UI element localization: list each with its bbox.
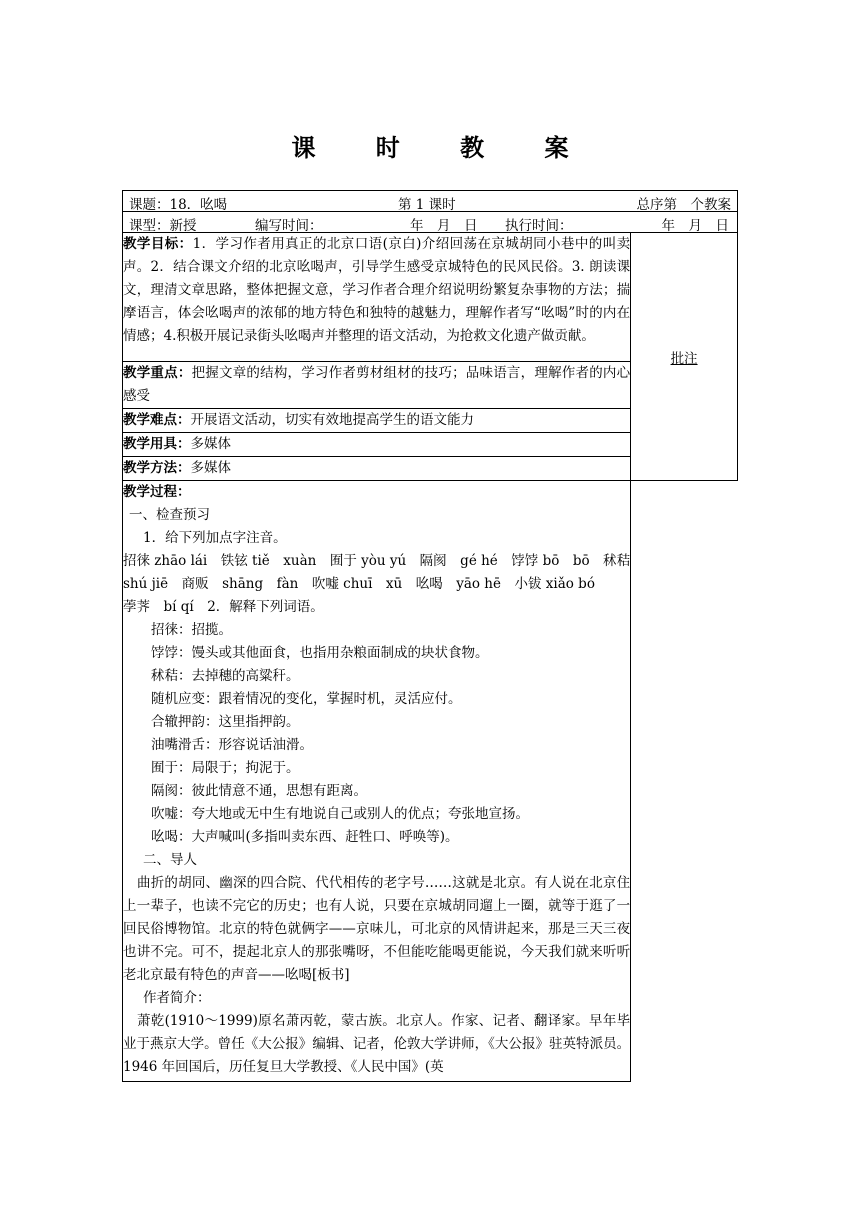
process-label: 教学过程： — [123, 484, 191, 500]
process-row — [123, 481, 738, 1082]
lesson-number: 第 1 课时 — [398, 197, 456, 213]
task-pinyin-heading: 1．给下列加点字注音。 — [143, 530, 287, 546]
section-intro-heading: 二、导人 — [143, 852, 197, 868]
header-row-1 — [123, 191, 738, 212]
key-points-label: 教学重点： — [123, 365, 192, 381]
pinyin-line: 荸荠 bí qí 2．解释下列词语。 — [123, 599, 324, 615]
lesson-plan-table — [122, 190, 738, 1082]
side-note-label: 批注 — [670, 350, 698, 367]
tools-text: 多媒体 — [190, 436, 231, 452]
word-definition: 合辙押韵：这里指押韵。 — [151, 714, 300, 730]
goals-text: 1．学习作者用真正的北京口语(京白)介绍回荡在京城胡同小巷中的叫卖声。2．结合课文介绍的北京吆喝声，引导学生感受京城特色的民风民俗。3. 朗读课文，理清文章思路，整体把握文意，学习作者合理介绍说明纷繁复杂事物的方法；揣摩语言，体会吆喝声的浓郁的地方特色和独特的越魅力，理解作者写“吆喝”时的内在情感；4.积极开展记录街头吆喝声并整理的语文活动，为抢救文化遗产做贡献。 — [123, 236, 631, 344]
word-definition: 饽饽：馒头或其他面食，也指用杂粮面制成的块状食物。 — [151, 645, 489, 661]
word-definition: 秫秸：去掉穗的高粱秆。 — [151, 668, 300, 684]
page-title: 课 时 教 案 — [291, 133, 595, 162]
exec-time-label: 执行时间： — [505, 218, 573, 234]
word-definition: 随机应变：跟着情况的变化，掌握时机，灵活应付。 — [151, 691, 462, 707]
exec-date: 年 月 日 — [661, 218, 729, 234]
word-definition: 隔阂：彼此情意不通，思想有距离。 — [151, 783, 367, 799]
serial-number: 总序第 个教案 — [636, 197, 731, 213]
difficulties-text: 开展语文活动，切实有效地提高学生的语文能力 — [190, 412, 474, 428]
methods-text: 多媒体 — [190, 460, 231, 476]
header-row-2 — [123, 212, 738, 233]
annotation-column — [631, 233, 738, 481]
intro-paragraph: 曲折的胡同、幽深的四合院、代代相传的老字号……这就是北京。有人说在北京住上一辈子，也读不完它的历史；也有人说，只要在京城胡同遛上一圈，就等于逛了一回民俗博物馆。北京的特色就俩字——京味儿，可北京的风情讲起来，那是三天三夜也讲不完。可不，提起北京人的那张嘴呀，不但能吃能喝更能说，今天我们就来听听老北京最有特色的声音——吆喝[板书] — [123, 875, 631, 983]
section-preview-heading: 一、检查预习 — [129, 507, 210, 523]
written-time-label: 编写时间： — [255, 218, 323, 234]
author-paragraph: 萧乾(1910～1999)原名萧丙乾，蒙古族。北京人。作家、记者、翻译家。早年毕业于燕京大学。曾任《大公报》编辑、记者，伦敦大学讲师，《大公报》驻英特派员。1946 年回国后，历任复旦大学教授、《人民中国》(英 — [123, 1013, 631, 1075]
author-heading: 作者简介： — [143, 990, 211, 1006]
word-definition: 囿于：局限于；拘泥于。 — [151, 760, 300, 776]
topic-label: 课题：18．吆喝 — [129, 197, 228, 213]
word-definition: 招徕：招揽。 — [151, 622, 232, 638]
lesson-type: 课型：新授 — [129, 218, 197, 234]
difficulties-label: 教学难点： — [123, 412, 191, 428]
goals-label: 教学目标： — [123, 236, 193, 252]
goals-row — [123, 233, 738, 362]
pinyin-line: shú jiē 商贩 shāng fàn 吹嘘 chuī xū 吆喝 yāo hē 小钹 xiǎo bó — [123, 576, 595, 592]
word-definition: 吆喝：大声喊叫(多指叫卖东西、赶牲口、呼唤等)。 — [151, 829, 459, 845]
written-date: 年 月 日 — [410, 218, 478, 234]
key-points-text: 把握文章的结构，学习作者剪材组材的技巧；品味语言，理解作者的内心感受 — [123, 365, 631, 404]
methods-label: 教学方法： — [123, 460, 191, 476]
tools-label: 教学用具： — [123, 436, 191, 452]
word-definition: 吹嘘：夸大地或无中生有地说自己或别人的优点；夸张地宣扬。 — [151, 806, 529, 822]
pinyin-line: 招徕 zhāo lái 铁铉 tiě xuàn 囿于 yòu yú 隔阂 gé hé 饽饽 bō bō 秫秸 — [123, 553, 631, 569]
word-definition: 油嘴滑舌：形容说话油滑。 — [151, 737, 313, 753]
